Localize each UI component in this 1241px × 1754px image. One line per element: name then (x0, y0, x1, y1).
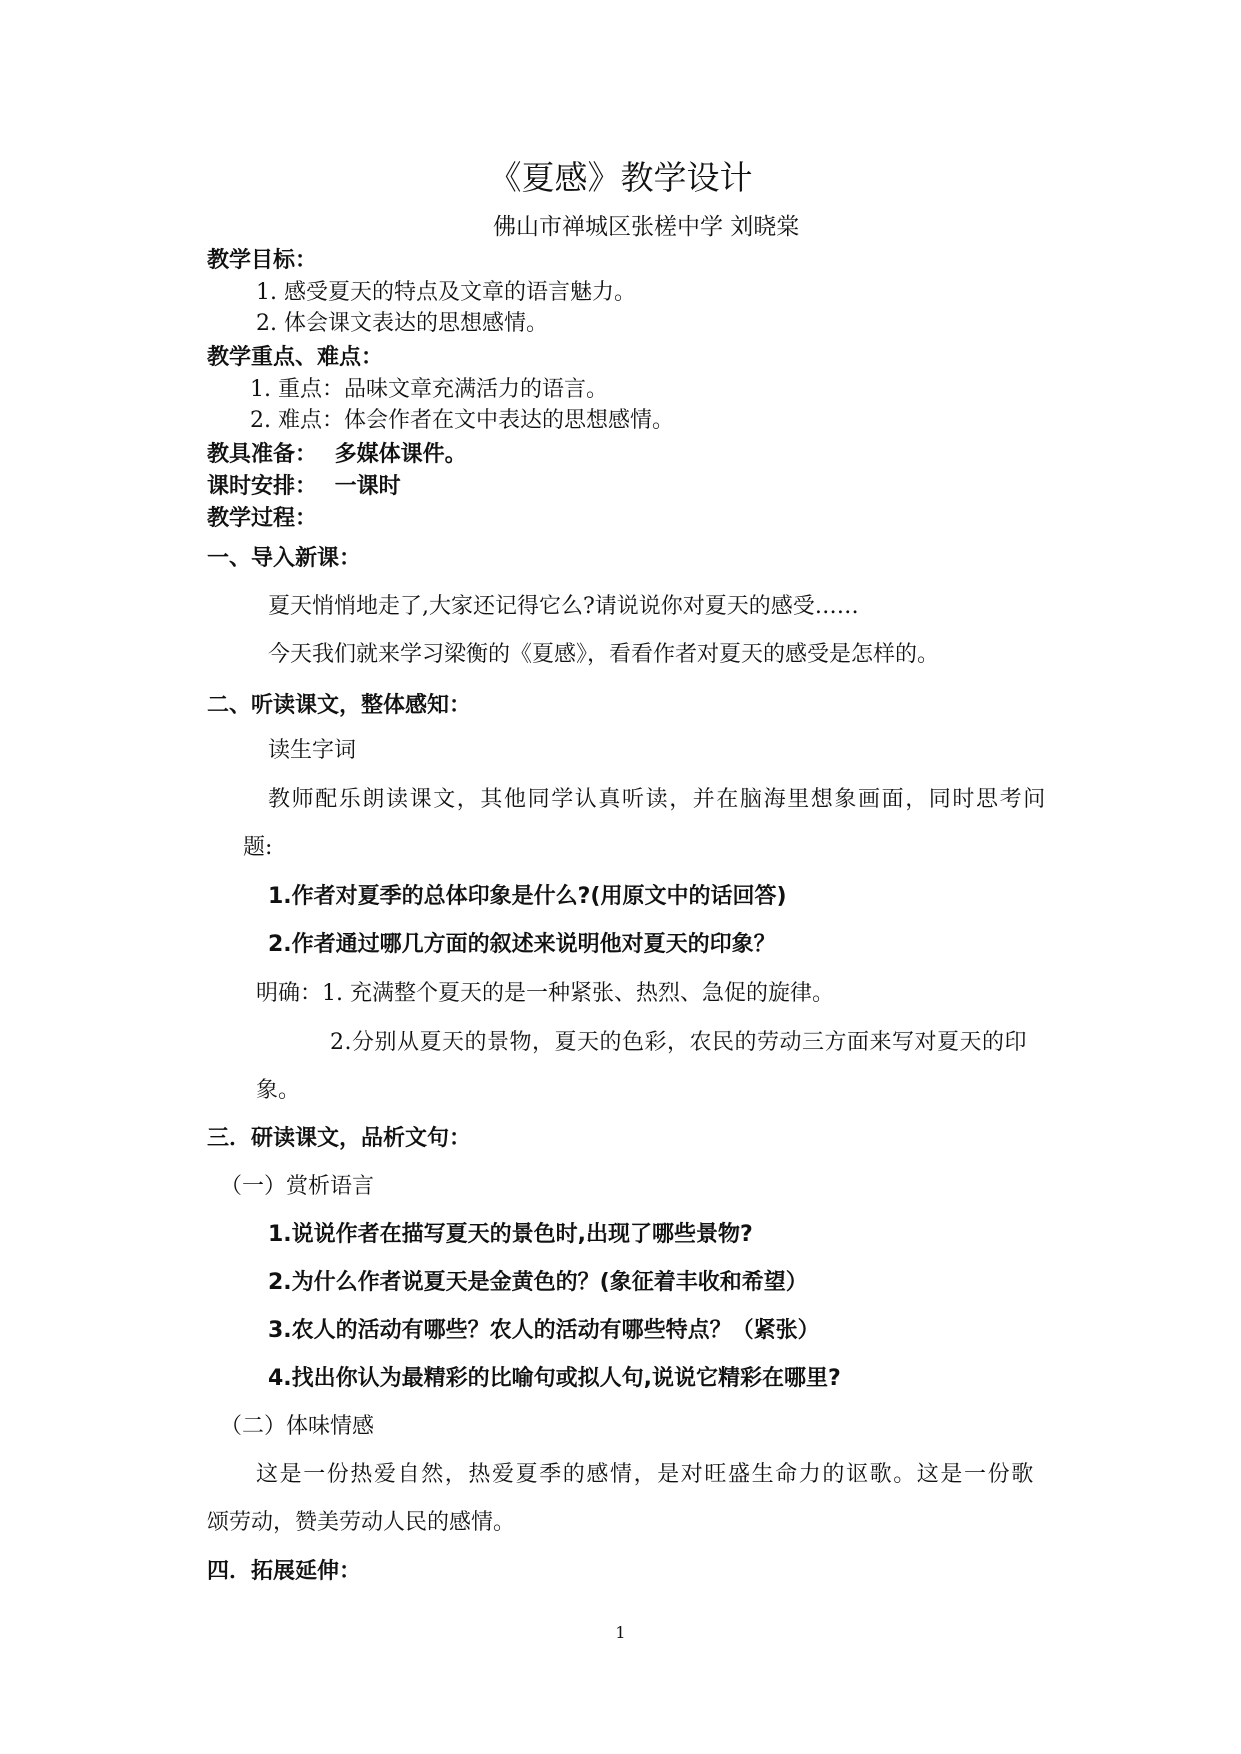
question-item: 1.作者对夏季的总体印象是什么?(用原文中的话回答) (268, 884, 787, 909)
question-item: 4.找出你认为最精彩的比喻句或拟人句,说说它精彩在哪里? (268, 1366, 841, 1391)
key-points-label: 教学重点、难点： (207, 345, 384, 370)
paragraph-line: 这是一份热爱自然，热爱夏季的感情，是对旺盛生命力的讴歌。这是一份歌 (256, 1462, 1035, 1487)
subsection-heading: （二）体味情感 (220, 1414, 375, 1439)
schedule-line: 课时安排： 一课时 (207, 474, 401, 499)
section-heading: 二、听读课文，整体感知： (207, 693, 472, 718)
paragraph-line: 夏天悄悄地走了,大家还记得它么?请说说你对夏天的感受…… (268, 594, 859, 619)
process-label: 教学过程： (207, 506, 318, 531)
page-number: 1 (615, 1623, 626, 1642)
paragraph-line: 教师配乐朗读课文，其他同学认真听读，并在脑海里想象画面，同时思考问 (268, 787, 1047, 812)
paragraph-line: 题: (243, 835, 273, 860)
subsection-heading: （一）赏析语言 (220, 1174, 375, 1199)
objective-item: 1. 感受夏天的特点及文章的语言魅力。 (256, 280, 636, 305)
question-item: 2.作者通过哪几方面的叙述来说明他对夏天的印象？ (268, 932, 776, 957)
section-heading: 四．拓展延伸： (207, 1559, 362, 1584)
question-item: 3.农人的活动有哪些？农人的活动有哪些特点？（紧张） (268, 1318, 820, 1343)
paragraph-line: 读生字词 (268, 738, 357, 763)
document-title: 《夏感》教学设计 (488, 158, 753, 197)
section-heading: 一、导入新课： (207, 546, 362, 571)
question-item: 1.说说作者在描写夏天的景色时,出现了哪些景物? (268, 1222, 753, 1247)
key-point-item: 1. 重点：品味文章充满活力的语言。 (250, 377, 608, 402)
author-line: 佛山市禅城区张槎中学 刘晓棠 (493, 214, 800, 240)
paragraph-line: 颂劳动，赞美劳动人民的感情。 (207, 1510, 516, 1535)
objectives-label: 教学目标： (207, 248, 318, 273)
key-point-item: 2. 难点：体会作者在文中表达的思想感情。 (250, 408, 674, 433)
objective-item: 2. 体会课文表达的思想感情。 (256, 311, 548, 336)
answer-line: 象。 (256, 1078, 301, 1103)
question-item: 2.为什么作者说夏天是金黄色的？(象征着丰收和希望） (268, 1270, 808, 1295)
tools-line: 教具准备： 多媒体课件。 (207, 442, 467, 467)
paragraph-line: 今天我们就来学习梁衡的《夏感》，看看作者对夏天的感受是怎样的。 (268, 642, 940, 667)
section-heading: 三．研读课文，品析文句： (207, 1126, 472, 1151)
answer-line: 明确：1. 充满整个夏天的是一种紧张、热烈、急促的旋律。 (256, 981, 834, 1006)
answer-line: 2.分别从夏天的景物，夏天的色彩，农民的劳动三方面来写对夏天的印 (330, 1030, 1027, 1055)
